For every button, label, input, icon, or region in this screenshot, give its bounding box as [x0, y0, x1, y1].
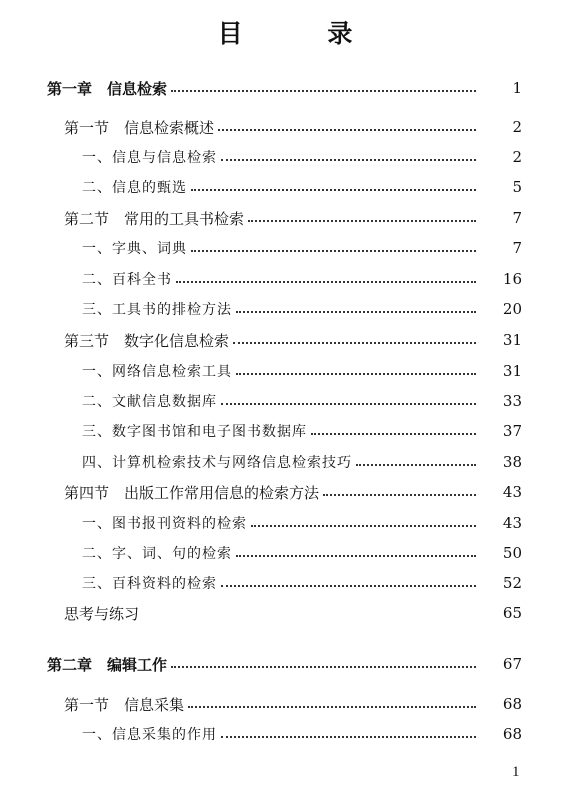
toc-entry-page-number: 52 [502, 574, 522, 592]
toc-entry-page-wrap [480, 300, 570, 318]
toc-entry-title: 一、图书报刊资料的检索 [82, 516, 247, 532]
toc-entry-title: 二、信息的甄选 [82, 180, 187, 196]
toc-entry-page-wrap [480, 422, 570, 440]
dot-leader [171, 90, 476, 92]
toc-entry-page-number: 50 [502, 544, 522, 562]
toc-entry[interactable] [0, 386, 570, 416]
dot-leader [191, 250, 476, 252]
page-title: 目 录 [217, 19, 391, 48]
toc-entry[interactable] [0, 477, 570, 507]
toc-entry-page-wrap [480, 604, 570, 622]
dot-leader [191, 189, 476, 191]
toc-entry[interactable] [0, 172, 570, 202]
dot-leader [251, 525, 476, 527]
dot-leader [236, 373, 476, 375]
toc-entry[interactable] [0, 568, 570, 598]
toc-entry-page-wrap [480, 209, 570, 227]
toc-entry-title: 第二节 常用的工具书检索 [64, 209, 245, 228]
toc-entry-page-number: 5 [512, 178, 522, 196]
dot-leader [236, 311, 476, 313]
toc-entry[interactable] [0, 598, 570, 628]
dot-leader [323, 494, 476, 496]
toc-entry-page-number: 7 [512, 209, 522, 227]
dot-leader [236, 555, 476, 557]
toc-entry-page-wrap [480, 239, 570, 257]
toc-entry-page-number: 2 [512, 148, 522, 166]
toc-entry-title: 四、计算机检索技术与网络信息检索技巧 [82, 455, 352, 471]
toc-entry[interactable] [0, 356, 570, 386]
toc-entry[interactable] [0, 294, 570, 324]
toc-entry-page-number: 43 [502, 514, 522, 532]
toc-entry-page-wrap [480, 392, 570, 410]
dot-leader [356, 464, 476, 466]
toc-entry-page-wrap [480, 453, 570, 471]
dot-leader [176, 281, 476, 283]
dot-leader [221, 159, 476, 161]
toc-entry-title: 思考与练习 [64, 604, 140, 623]
toc-entry-page-number: 37 [502, 422, 522, 440]
toc-entry[interactable] [0, 264, 570, 294]
toc-entry-page-number: 16 [502, 270, 522, 288]
toc-entry-page-wrap [480, 270, 570, 288]
toc-entry-title: 一、信息与信息检索 [82, 150, 217, 166]
toc-entry-page-wrap [480, 574, 570, 592]
toc-entry-page-wrap [480, 725, 570, 743]
toc-entry[interactable] [0, 416, 570, 446]
dot-leader [171, 666, 476, 668]
toc-entry-title: 第四节 出版工作常用信息的检索方法 [64, 483, 320, 502]
toc-entry[interactable] [0, 325, 570, 355]
toc-entry[interactable] [0, 142, 570, 172]
toc-entry[interactable] [0, 689, 570, 719]
toc-entry-title: 三、工具书的排检方法 [82, 302, 232, 318]
toc-entry[interactable] [0, 447, 570, 477]
dot-leader [218, 129, 476, 131]
toc-entry[interactable] [0, 233, 570, 263]
toc-entry-title: 第二章 编辑工作 [47, 655, 168, 674]
toc-entry-title: 第一章 信息检索 [47, 79, 168, 98]
toc-entry-title: 第三节 数字化信息检索 [64, 331, 230, 350]
dot-leader [311, 433, 476, 435]
toc-entry-page-number: 68 [502, 725, 522, 743]
toc-entry-title: 二、百科全书 [82, 272, 172, 288]
toc-entry-page-wrap [480, 514, 570, 532]
toc-entry-page-wrap [480, 695, 570, 713]
toc-entry-title: 三、百科资料的检索 [82, 576, 217, 592]
toc-entry-page-wrap [480, 362, 570, 380]
toc-entry-page-wrap [480, 331, 570, 349]
toc-entry-title: 二、文献信息数据库 [82, 394, 217, 410]
toc-entry[interactable] [0, 508, 570, 538]
toc-entry-page-number: 7 [512, 239, 522, 257]
page-number: 1 [512, 764, 520, 780]
toc-entry-title: 一、字典、词典 [82, 241, 187, 257]
toc-entry-page-wrap [480, 483, 570, 501]
toc-entry-page-wrap [480, 148, 570, 166]
toc-entry-page-number: 1 [512, 79, 522, 97]
toc-entry-page-wrap [480, 178, 570, 196]
toc-entry-page-wrap [480, 79, 570, 97]
dot-leader [221, 736, 476, 738]
toc-entry[interactable] [0, 538, 570, 568]
toc-entry-page-wrap [480, 118, 570, 136]
dot-leader [188, 706, 476, 708]
toc-entry-page-number: 43 [502, 483, 522, 501]
toc-entry-page-number: 33 [502, 392, 522, 410]
toc-entry-page-number: 20 [502, 300, 522, 318]
toc-entry-page-number: 31 [502, 362, 522, 380]
toc-entry-page-number: 67 [502, 655, 522, 673]
toc-entry-page-number: 2 [512, 118, 522, 136]
toc-entry[interactable] [0, 73, 570, 103]
toc-entry-page-wrap [480, 655, 570, 673]
dot-leader [221, 403, 476, 405]
toc-entry[interactable] [0, 203, 570, 233]
dot-leader [248, 220, 476, 222]
toc-entry-title: 第一节 信息检索概述 [64, 118, 215, 137]
toc-entry-title: 第一节 信息采集 [64, 695, 185, 714]
toc-entry-title: 一、信息采集的作用 [82, 727, 217, 743]
toc-entry-page-number: 68 [502, 695, 522, 713]
toc-entry-title: 一、网络信息检索工具 [82, 364, 232, 380]
toc-entry-page-number: 31 [502, 331, 522, 349]
toc-entry-page-number: 65 [502, 604, 522, 622]
toc-entry[interactable] [0, 112, 570, 142]
toc-entry[interactable] [0, 719, 570, 749]
toc-entry-page-wrap [480, 544, 570, 562]
dot-leader [233, 342, 476, 344]
toc-entry-title: 二、字、词、句的检索 [82, 546, 232, 562]
toc-entry[interactable] [0, 649, 570, 679]
dot-leader [221, 585, 476, 587]
toc-entry-title: 三、数字图书馆和电子图书数据库 [82, 424, 307, 440]
toc-entry-page-number: 38 [502, 453, 522, 471]
